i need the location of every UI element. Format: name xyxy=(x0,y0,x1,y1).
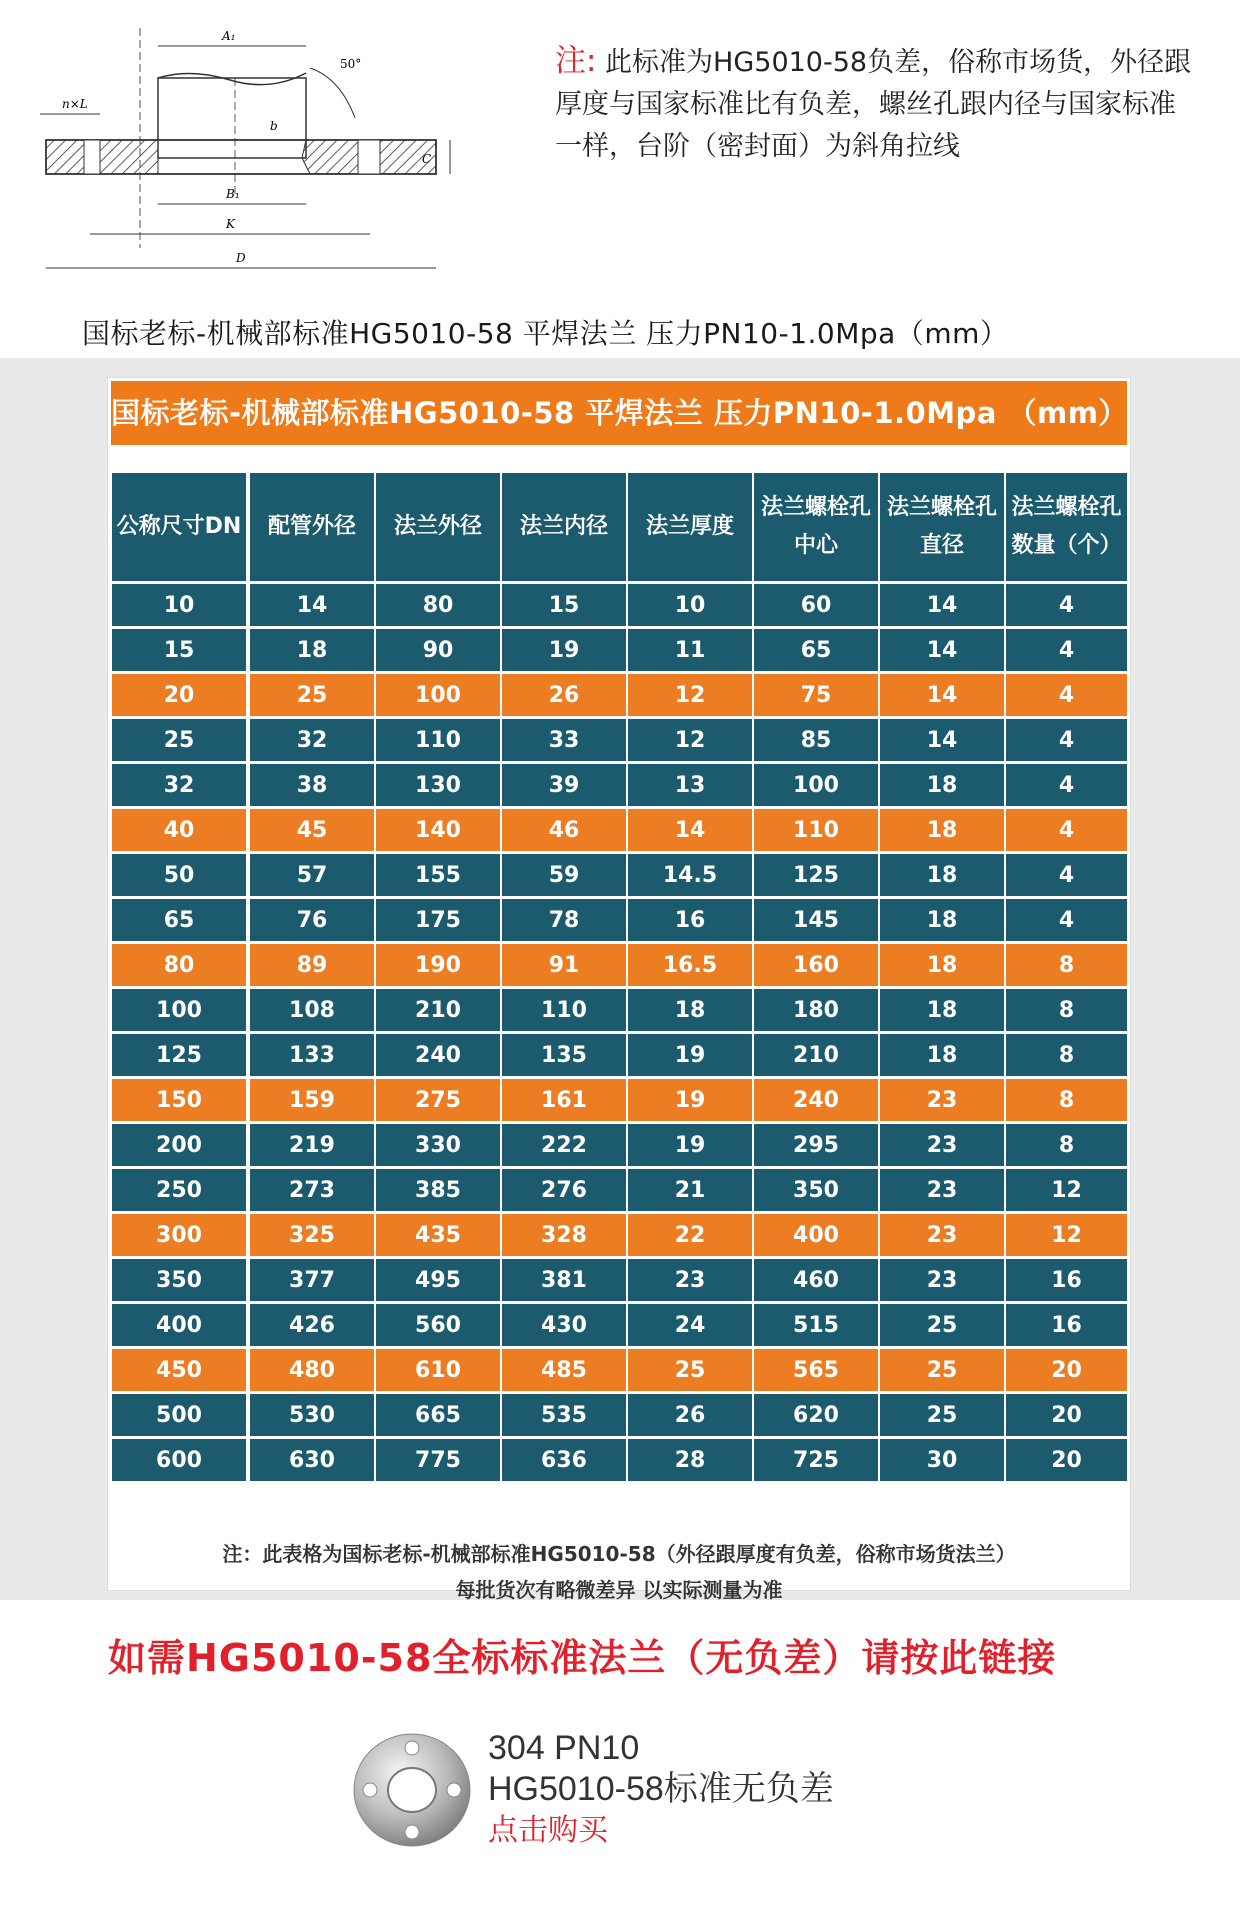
table-cell: 100 xyxy=(376,674,500,716)
column-header xyxy=(628,473,752,581)
table-cell: 620 xyxy=(754,1394,878,1436)
table-cell: 610 xyxy=(376,1349,500,1391)
flange-product-image xyxy=(350,1728,474,1852)
table-cell: 80 xyxy=(376,584,500,626)
column-header xyxy=(250,473,374,581)
column-header xyxy=(112,473,246,581)
flange-cross-section-diagram xyxy=(40,18,480,308)
table-cell: 89 xyxy=(250,944,374,986)
table-cell: 65 xyxy=(754,629,878,671)
table-cell: 636 xyxy=(502,1439,626,1481)
table-banner: 国标老标-机械部标准HG5010-58 平焊法兰 压力PN10-1.0Mpa （mm） xyxy=(111,381,1127,445)
table-row xyxy=(112,1349,1127,1391)
table-cell: 75 xyxy=(754,674,878,716)
table-card xyxy=(108,378,1130,1602)
table-cell: 630 xyxy=(250,1439,374,1481)
table-cell: 190 xyxy=(376,944,500,986)
table-cell: 4 xyxy=(1006,809,1127,851)
column-header xyxy=(880,473,1004,581)
table-row xyxy=(112,764,1127,806)
column-header-line: 直径 xyxy=(919,533,964,558)
table-footnote xyxy=(108,1536,1130,1608)
table-cell: 180 xyxy=(754,989,878,1031)
table-cell: 725 xyxy=(754,1439,878,1481)
table-cell: 12 xyxy=(628,674,752,716)
table-cell: 100 xyxy=(112,989,246,1031)
table-row xyxy=(112,1304,1127,1346)
table-cell: 18 xyxy=(880,944,1004,986)
table-cell: 426 xyxy=(250,1304,374,1346)
table-cell: 25 xyxy=(880,1349,1004,1391)
column-header-line: 中心 xyxy=(793,533,838,558)
table-cell: 600 xyxy=(112,1439,246,1481)
table-cell: 175 xyxy=(376,899,500,941)
table-cell: 110 xyxy=(502,989,626,1031)
table-cell: 40 xyxy=(112,809,246,851)
table-cell: 4 xyxy=(1006,854,1127,896)
table-cell: 565 xyxy=(754,1349,878,1391)
table-row xyxy=(112,1169,1127,1211)
table-row xyxy=(112,1124,1127,1166)
dim-a1-label: A₁ xyxy=(222,29,236,43)
table-cell: 45 xyxy=(250,809,374,851)
full-standard-link[interactable]: 如需HG5010-58全标标准法兰（无负差）请按此链接 xyxy=(108,1636,1057,1680)
table-cell: 19 xyxy=(502,629,626,671)
table-cell: 85 xyxy=(754,719,878,761)
table-cell: 22 xyxy=(628,1214,752,1256)
top-section xyxy=(0,0,1240,355)
table-cell: 25 xyxy=(880,1304,1004,1346)
table-cell: 21 xyxy=(628,1169,752,1211)
table-cell: 18 xyxy=(880,854,1004,896)
table-cell: 91 xyxy=(502,944,626,986)
table-cell: 133 xyxy=(250,1034,374,1076)
table-cell: 23 xyxy=(880,1259,1004,1301)
table-cell: 18 xyxy=(250,629,374,671)
table-cell: 495 xyxy=(376,1259,500,1301)
table-cell: 12 xyxy=(1006,1169,1127,1211)
table-cell: 775 xyxy=(376,1439,500,1481)
table-cell: 400 xyxy=(112,1304,246,1346)
table-cell: 10 xyxy=(112,584,246,626)
table-cell: 325 xyxy=(250,1214,374,1256)
table-cell: 80 xyxy=(112,944,246,986)
table-row xyxy=(112,809,1127,851)
table-cell: 12 xyxy=(628,719,752,761)
column-header-line: 法兰外径 xyxy=(393,514,482,539)
table-panel xyxy=(0,358,1240,1600)
column-header xyxy=(1006,473,1127,581)
table-cell: 20 xyxy=(1006,1394,1127,1436)
table-cell: 15 xyxy=(112,629,246,671)
table-cell: 13 xyxy=(628,764,752,806)
column-header-line: 数量（个） xyxy=(1011,533,1122,558)
table-cell: 19 xyxy=(628,1079,752,1121)
table-cell: 59 xyxy=(502,854,626,896)
table-cell: 240 xyxy=(754,1079,878,1121)
column-header-line: 法兰内径 xyxy=(519,514,608,539)
table-cell: 4 xyxy=(1006,584,1127,626)
table-cell: 14 xyxy=(250,584,374,626)
table-cell: 60 xyxy=(754,584,878,626)
table-cell: 275 xyxy=(376,1079,500,1121)
table-cell: 18 xyxy=(628,989,752,1031)
table-row xyxy=(112,629,1127,671)
table-cell: 250 xyxy=(112,1169,246,1211)
table-cell: 90 xyxy=(376,629,500,671)
table-row xyxy=(112,899,1127,941)
table-cell: 23 xyxy=(880,1169,1004,1211)
footnote-line-2: 每批货次有略微差异 以实际测量为准 xyxy=(455,1578,783,1602)
table-cell: 125 xyxy=(754,854,878,896)
table-cell: 450 xyxy=(112,1349,246,1391)
table-cell: 535 xyxy=(502,1394,626,1436)
table-cell: 25 xyxy=(112,719,246,761)
column-header xyxy=(502,473,626,581)
table-cell: 50 xyxy=(112,854,246,896)
table-cell: 219 xyxy=(250,1124,374,1166)
table-cell: 500 xyxy=(112,1394,246,1436)
table-cell: 19 xyxy=(628,1034,752,1076)
table-row xyxy=(112,1079,1127,1121)
table-row xyxy=(112,944,1127,986)
table-cell: 18 xyxy=(880,989,1004,1031)
dim-b1-label: B₁ xyxy=(226,187,240,201)
table-row xyxy=(112,1259,1127,1301)
table-cell: 14.5 xyxy=(628,854,752,896)
table-cell: 20 xyxy=(112,674,246,716)
table-cell: 18 xyxy=(880,764,1004,806)
page-title: 国标老标-机械部标准HG5010-58 平焊法兰 压力PN10-1.0Mpa（mm） xyxy=(82,317,1009,350)
column-header xyxy=(754,473,878,581)
table-cell: 125 xyxy=(112,1034,246,1076)
table-cell: 110 xyxy=(376,719,500,761)
table-cell: 32 xyxy=(250,719,374,761)
table-cell: 8 xyxy=(1006,1124,1127,1166)
table-cell: 276 xyxy=(502,1169,626,1211)
table-cell: 108 xyxy=(250,989,374,1031)
table-cell: 19 xyxy=(628,1124,752,1166)
table-cell: 78 xyxy=(502,899,626,941)
table-cell: 4 xyxy=(1006,899,1127,941)
table-cell: 16 xyxy=(1006,1259,1127,1301)
dim-angle-label: 50° xyxy=(340,57,362,71)
table-cell: 8 xyxy=(1006,1079,1127,1121)
table-cell: 130 xyxy=(376,764,500,806)
table-row xyxy=(112,1034,1127,1076)
table-cell: 14 xyxy=(628,809,752,851)
table-cell: 20 xyxy=(1006,1349,1127,1391)
buy-button[interactable]: 点击购买 xyxy=(488,1813,608,1848)
table-cell: 4 xyxy=(1006,629,1127,671)
table-cell: 18 xyxy=(880,809,1004,851)
dim-d-label: D xyxy=(236,251,246,265)
table-cell: 30 xyxy=(880,1439,1004,1481)
table-cell: 18 xyxy=(880,1034,1004,1076)
table-cell: 16 xyxy=(1006,1304,1127,1346)
table-cell: 460 xyxy=(754,1259,878,1301)
table-cell: 210 xyxy=(754,1034,878,1076)
table-cell: 16 xyxy=(628,899,752,941)
dim-c-label: C xyxy=(422,152,432,166)
product-title: 304 PN10 xyxy=(488,1729,640,1767)
table-cell: 4 xyxy=(1006,764,1127,806)
column-header-line: 法兰螺栓孔 xyxy=(1011,495,1122,520)
note-block xyxy=(555,40,1195,168)
table-cell: 26 xyxy=(628,1394,752,1436)
table-cell: 400 xyxy=(754,1214,878,1256)
table-cell: 159 xyxy=(250,1079,374,1121)
table-cell: 330 xyxy=(376,1124,500,1166)
table-cell: 57 xyxy=(250,854,374,896)
table-cell: 385 xyxy=(376,1169,500,1211)
table-cell: 14 xyxy=(880,629,1004,671)
table-row xyxy=(112,674,1127,716)
table-cell: 11 xyxy=(628,629,752,671)
column-header-line: 法兰厚度 xyxy=(645,514,734,539)
table-cell: 145 xyxy=(754,899,878,941)
column-header xyxy=(376,473,500,581)
table-cell: 328 xyxy=(502,1214,626,1256)
column-header-line: 法兰螺栓孔 xyxy=(760,495,871,520)
table-cell: 10 xyxy=(628,584,752,626)
table-cell: 15 xyxy=(502,584,626,626)
table-cell: 350 xyxy=(754,1169,878,1211)
table-cell: 435 xyxy=(376,1214,500,1256)
dim-k-label: K xyxy=(226,217,235,231)
table-cell: 295 xyxy=(754,1124,878,1166)
table-cell: 273 xyxy=(250,1169,374,1211)
table-cell: 24 xyxy=(628,1304,752,1346)
table-row xyxy=(112,989,1127,1031)
note-lead: 注: xyxy=(555,43,597,79)
table-cell: 4 xyxy=(1006,719,1127,761)
table-cell: 560 xyxy=(376,1304,500,1346)
table-header-row xyxy=(112,473,1127,581)
table-cell: 46 xyxy=(502,809,626,851)
table-cell: 18 xyxy=(880,899,1004,941)
table-cell: 350 xyxy=(112,1259,246,1301)
table-cell: 200 xyxy=(112,1124,246,1166)
dim-nl-label: n×L xyxy=(62,97,88,111)
table-cell: 23 xyxy=(628,1259,752,1301)
table-cell: 14 xyxy=(880,674,1004,716)
table-row xyxy=(112,1394,1127,1436)
table-cell: 12 xyxy=(1006,1214,1127,1256)
product-subtitle: HG5010-58标准无负差 xyxy=(488,1770,834,1808)
table-cell: 160 xyxy=(754,944,878,986)
dim-b-label: b xyxy=(270,119,278,133)
table-cell: 14 xyxy=(880,584,1004,626)
table-cell: 515 xyxy=(754,1304,878,1346)
column-header-line: 法兰螺栓孔 xyxy=(886,495,997,520)
table-cell: 23 xyxy=(880,1079,1004,1121)
table-row xyxy=(112,1214,1127,1256)
note-text: 此标准为HG5010-58负差，俗称市场货，外径跟厚度与国家标准比有负差，螺丝孔跟内径与国家标准一样，台阶（密封面）为斜角拉线 xyxy=(555,47,1192,162)
table-cell: 210 xyxy=(376,989,500,1031)
table-cell: 222 xyxy=(502,1124,626,1166)
table-cell: 23 xyxy=(880,1124,1004,1166)
table-cell: 38 xyxy=(250,764,374,806)
table-cell: 4 xyxy=(1006,674,1127,716)
table-cell: 16.5 xyxy=(628,944,752,986)
table-cell: 110 xyxy=(754,809,878,851)
table-cell: 430 xyxy=(502,1304,626,1346)
table-cell: 14 xyxy=(880,719,1004,761)
table-cell: 155 xyxy=(376,854,500,896)
table-cell: 140 xyxy=(376,809,500,851)
table-cell: 300 xyxy=(112,1214,246,1256)
table-cell: 76 xyxy=(250,899,374,941)
table-cell: 32 xyxy=(112,764,246,806)
table-cell: 161 xyxy=(502,1079,626,1121)
table-cell: 8 xyxy=(1006,1034,1127,1076)
table-cell: 8 xyxy=(1006,944,1127,986)
footnote-line-1: 注：此表格为国标老标-机械部标准HG5010-58（外径跟厚度有负差，俗称市场货法兰） xyxy=(222,1542,1016,1566)
table-cell: 33 xyxy=(502,719,626,761)
table-cell: 23 xyxy=(880,1214,1004,1256)
table-cell: 530 xyxy=(250,1394,374,1436)
table-cell: 480 xyxy=(250,1349,374,1391)
table-cell: 65 xyxy=(112,899,246,941)
column-header-line: 公称尺寸DN xyxy=(116,514,242,539)
table-cell: 135 xyxy=(502,1034,626,1076)
table-cell: 28 xyxy=(628,1439,752,1481)
table-row xyxy=(112,854,1127,896)
table-row xyxy=(112,1439,1127,1481)
table-cell: 39 xyxy=(502,764,626,806)
table-row xyxy=(112,719,1127,761)
table-cell: 485 xyxy=(502,1349,626,1391)
table-row xyxy=(112,584,1127,626)
table-cell: 25 xyxy=(880,1394,1004,1436)
product-text xyxy=(488,1728,834,1852)
table-cell: 150 xyxy=(112,1079,246,1121)
table-cell: 20 xyxy=(1006,1439,1127,1481)
table-cell: 100 xyxy=(754,764,878,806)
table-cell: 8 xyxy=(1006,989,1127,1031)
table-cell: 377 xyxy=(250,1259,374,1301)
product-link-card[interactable] xyxy=(350,1728,910,1858)
table-cell: 240 xyxy=(376,1034,500,1076)
column-header-line: 配管外径 xyxy=(267,514,356,539)
table-cell: 25 xyxy=(250,674,374,716)
table-cell: 25 xyxy=(628,1349,752,1391)
table-cell: 26 xyxy=(502,674,626,716)
table-cell: 381 xyxy=(502,1259,626,1301)
table-cell: 665 xyxy=(376,1394,500,1436)
